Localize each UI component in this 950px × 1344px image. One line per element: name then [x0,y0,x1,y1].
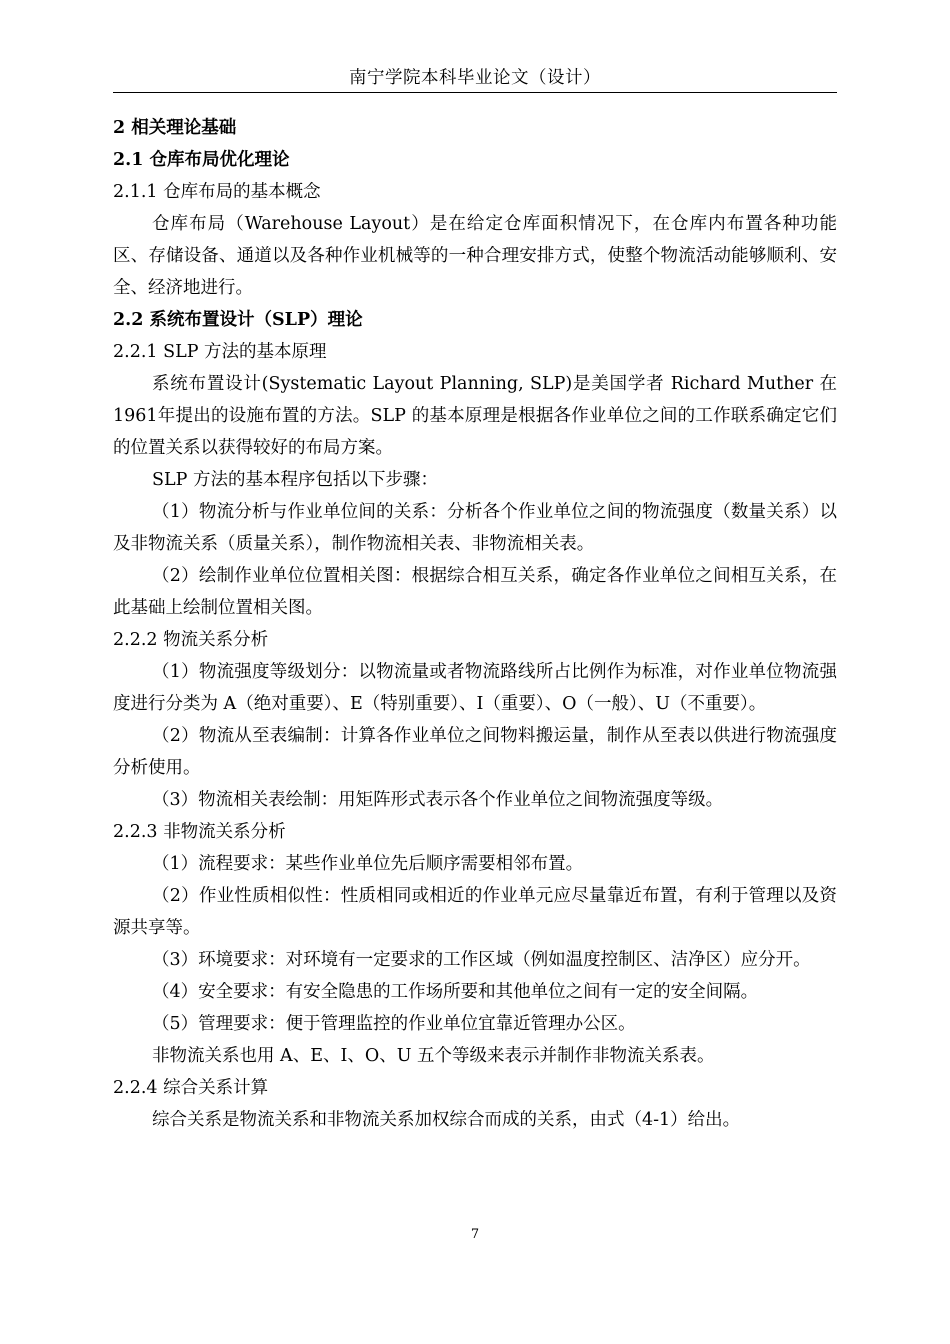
list-item: （2）绘制作业单位位置相关图：根据综合相互关系，确定各作业单位之间相互关系，在此基础上绘制位置相关图。 [113,566,837,618]
section-heading-2-2: 2.2 系统布置设计（SLP）理论 [113,310,363,330]
list-item: （2）物流从至表编制：计算各作业单位之间物料搬运量，制作从至表以供进行物流强度分析使用。 [113,726,837,778]
subsection-heading-2-2-4: 2.2.4 综合关系计算 [113,1078,269,1098]
list-item: （3）环境要求：对环境有一定要求的工作区域（例如温度控制区、洁净区）应分开。 [152,950,811,970]
list-item: （2）作业性质相似性：性质相同或相近的作业单元应尽量靠近布置，有利于管理以及资源共享等。 [113,886,837,938]
paragraph: SLP 方法的基本程序包括以下步骤： [152,470,438,490]
subsection-heading-2-2-2: 2.2.2 物流关系分析 [113,630,269,650]
section-heading-2-1: 2.1 仓库布局优化理论 [113,150,290,170]
list-item: （3）物流相关表绘制：用矩阵形式表示各个作业单位之间物流强度等级。 [152,790,724,810]
paragraph: 综合关系是物流关系和非物流关系加权综合而成的关系，由式（4-1）给出。 [152,1110,741,1130]
list-item: （1）物流分析与作业单位间的关系：分析各个作业单位之间的物流强度（数量关系）以及非物流关系（质量关系），制作物流相关表、非物流相关表。 [113,502,837,554]
subsection-heading-2-2-3: 2.2.3 非物流关系分析 [113,822,286,842]
list-item: （5）管理要求：便于管理监控的作业单位宜靠近管理办公区。 [152,1014,636,1034]
page-body [113,112,837,1136]
subsection-heading-2-2-1: 2.2.1 SLP 方法的基本原理 [113,342,327,362]
paragraph: 系统布置设计(Systematic Layout Planning, SLP)是美国学者 Richard Muther 在 1961年提出的设施布置的方法。SLP 的基本原理是根据各作业单位之间的工作联系确定它们的位置关系以获得较好的布局方案。 [113,374,837,458]
list-item: （1）流程要求：某些作业单位先后顺序需要相邻布置。 [152,854,584,874]
list-item: （1）物流强度等级划分：以物流量或者物流路线所占比例作为标准，对作业单位物流强度进行分类为 A（绝对重要）、E（特别重要）、I（重要）、O（一般）、U（不重要）。 [113,662,837,714]
paragraph: 仓库布局（Warehouse Layout）是在给定仓库面积情况下，在仓库内布置各种功能区、存储设备、通道以及各种作业机械等的一种合理安排方式，使整个物流活动能够顺利、安全、经济地进行。 [113,214,837,298]
header-rule [113,92,837,93]
chapter-heading: 2 相关理论基础 [113,118,237,138]
list-item: （4）安全要求：有安全隐患的工作场所要和其他单位之间有一定的安全间隔。 [152,982,759,1002]
subsection-heading-2-1-1: 2.1.1 仓库布局的基本概念 [113,182,321,202]
paragraph: 非物流关系也用 A、E、I、O、U 五个等级来表示并制作非物流关系表。 [152,1046,715,1066]
page-number: 7 [470,1227,480,1242]
page-header-title: 南宁学院本科毕业论文（设计） [349,68,601,88]
